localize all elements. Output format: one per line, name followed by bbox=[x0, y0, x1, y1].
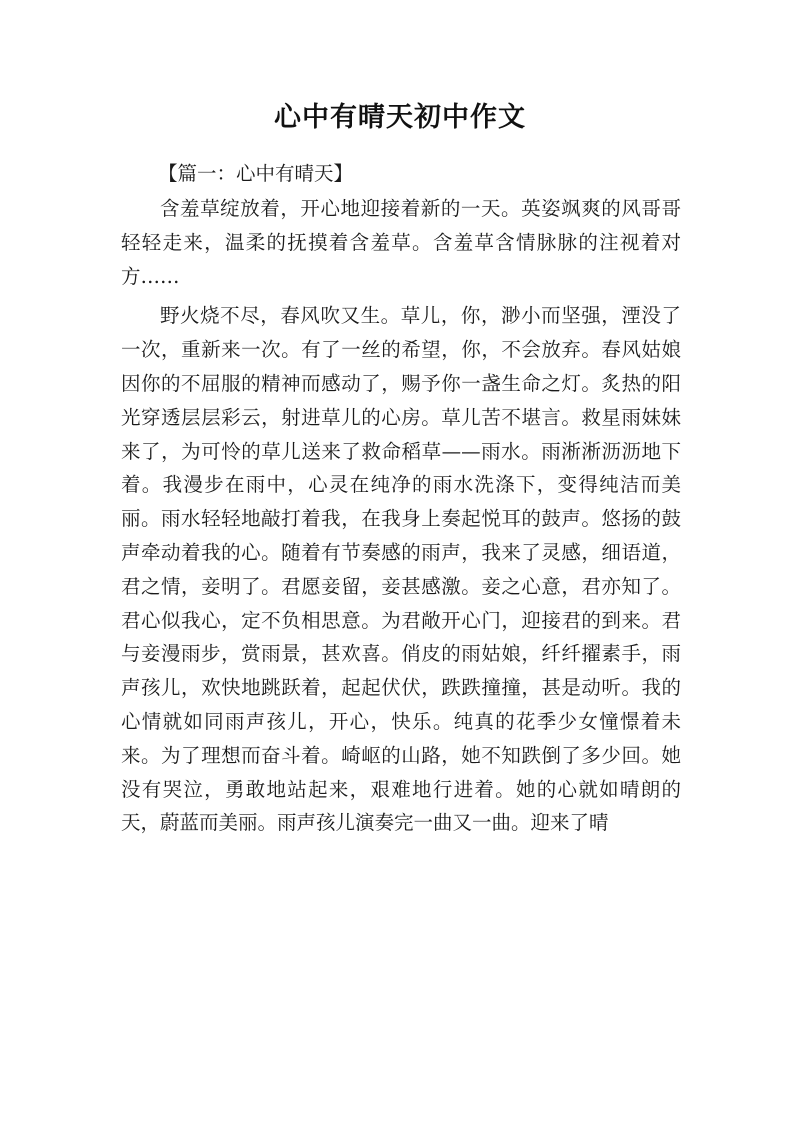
body-paragraph-1: 含羞草绽放着，开心地迎接着新的一天。英姿飒爽的风哥哥轻轻走来，温柔的抚摸着含羞草。含羞草含情脉脉的注视着对方…… bbox=[121, 197, 681, 288]
section-heading: 【篇一：心中有晴天】 bbox=[158, 162, 354, 185]
document-body bbox=[121, 156, 681, 840]
body-paragraph-2: 野火烧不尽，春风吹又生。草儿，你，渺小而坚强，湮没了一次，重新来一次。有了一丝的希望，你，不会放弃。春风姑娘因你的不屈服的精神而感动了，赐予你一盏生命之灯。炙热的阳光穿透层层彩云，射进草儿的心房。草儿苦不堪言。救星雨妹妹来了，为可怜的草儿送来了救命稻草——雨水。雨淅淅沥沥地下着。我漫步在雨中，心灵在纯净的雨水洗涤下，变得纯洁而美丽。雨水轻轻地敲打着我，在我身上奏起悦耳的鼓声。悠扬的鼓声牵动着我的心。随着有节奏感的雨声，我来了灵感，细语道，君之情，妾明了。君愿妾留，妾甚感激。妾之心意，君亦知了。君心似我心，定不负相思意。为君敞开心门，迎接君的到来。君与妾漫雨步，赏雨景，甚欢喜。俏皮的雨姑娘，纤纤擢素手，雨声孩儿，欢快地跳跃着，起起伏伏，跌跌撞撞，甚是动听。我的心情就如同雨声孩儿，开心，快乐。纯真的花季少女憧憬着未来。为了理想而奋斗着。崎岖的山路，她不知跌倒了多少回。她没有哭泣，勇敢地站起来，艰难地行进着。她的心就如晴朗的天，蔚蓝而美丽。雨声孩儿演奏完一曲又一曲。迎来了晴 bbox=[121, 304, 681, 835]
document-title: 心中有晴天初中作文 bbox=[274, 102, 526, 133]
